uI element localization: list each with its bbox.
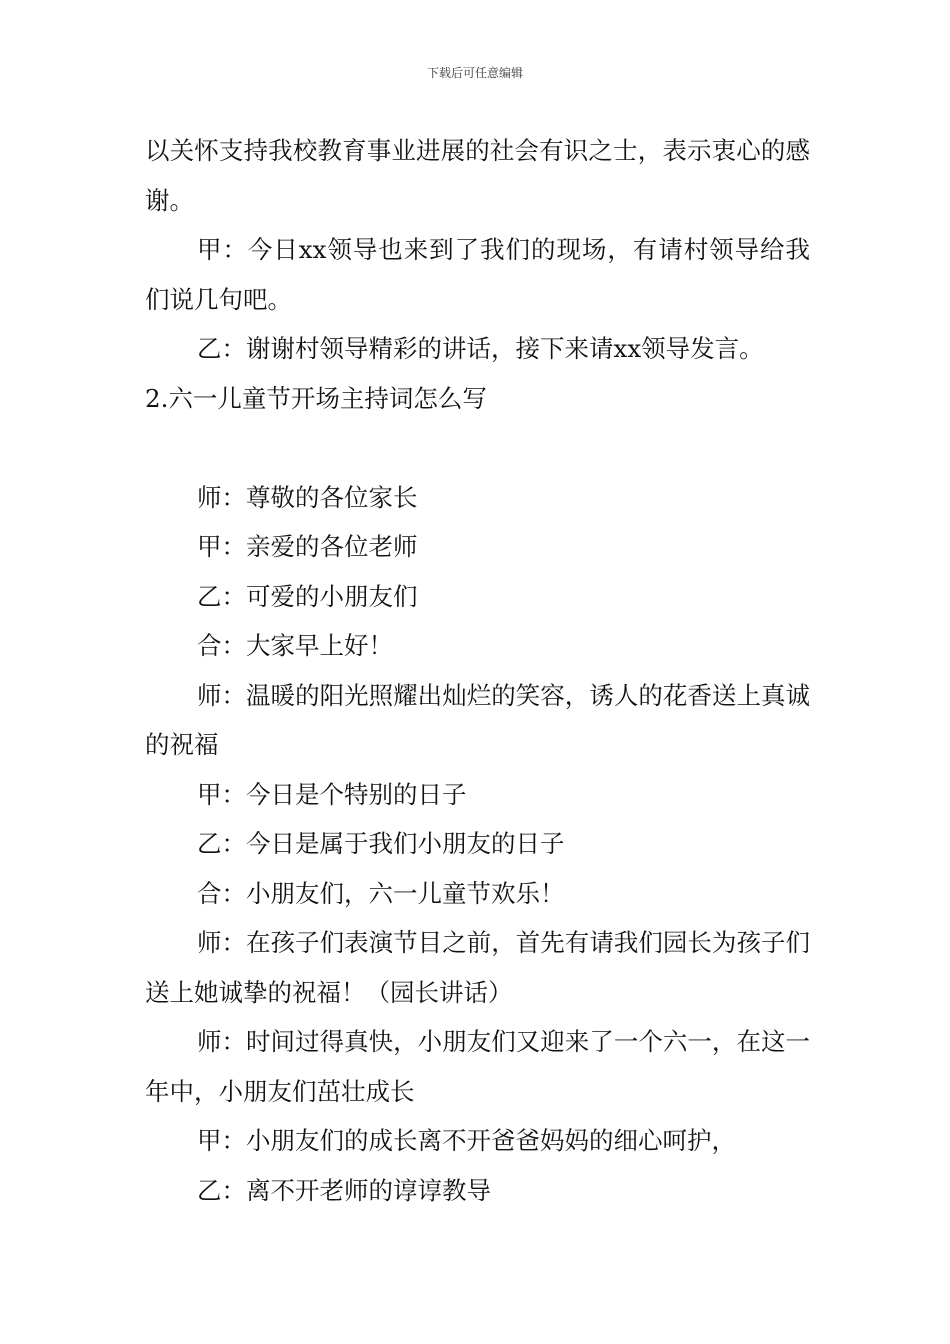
paragraph-thanks: 以关怀支持我校教育事业进展的社会有识之士，表示衷心的感谢。 (145, 136, 810, 215)
paragraph-line: 甲：亲爱的各位老师 (197, 532, 418, 561)
paragraph-line: 师：温暖的阳光照耀出灿烂的笑容，诱人的花香送上真诚的祝福 (145, 680, 810, 759)
blank-line (145, 423, 810, 473)
paragraph-line: 师：时间过得真快，小朋友们又迎来了一个六一，在这一年中，小朋友们茁壮成长 (145, 1027, 810, 1106)
paragraph-line: 甲：今日是个特别的日子 (197, 779, 467, 809)
paragraph-line: 师：在孩子们表演节目之前，首先有请我们园长为孩子们送上她诚挚的祝福！（园长讲话） (145, 928, 810, 1007)
document-body (145, 126, 810, 1215)
section-heading: 2.六一儿童节开场主持词怎么写 (145, 383, 487, 413)
paragraph-line: 合：大家早上好！ (197, 631, 393, 660)
paragraph-line: 师：尊敬的各位家长 (197, 482, 418, 512)
paragraph-line: 合：小朋友们，六一儿童节欢乐！ (197, 878, 565, 908)
paragraph-line: 甲：小朋友们的成长离不开爸爸妈妈的细心呵护， (197, 1126, 736, 1155)
paragraph-line: 乙：今日是属于我们小朋友的日子 (197, 829, 565, 858)
paragraph-line: 乙：离不开老师的谆谆教导 (197, 1175, 491, 1205)
page-header: 下载后可任意编辑 (426, 66, 523, 80)
paragraph-line: 乙：可爱的小朋友们 (197, 581, 418, 611)
paragraph-thanks-speech: 乙：谢谢村领导精彩的讲话，接下来请xx领导发言。 (197, 334, 764, 363)
paragraph-leader-invite: 甲：今日xx领导也来到了我们的现场，有请村领导给我们说几句吧。 (145, 235, 810, 314)
